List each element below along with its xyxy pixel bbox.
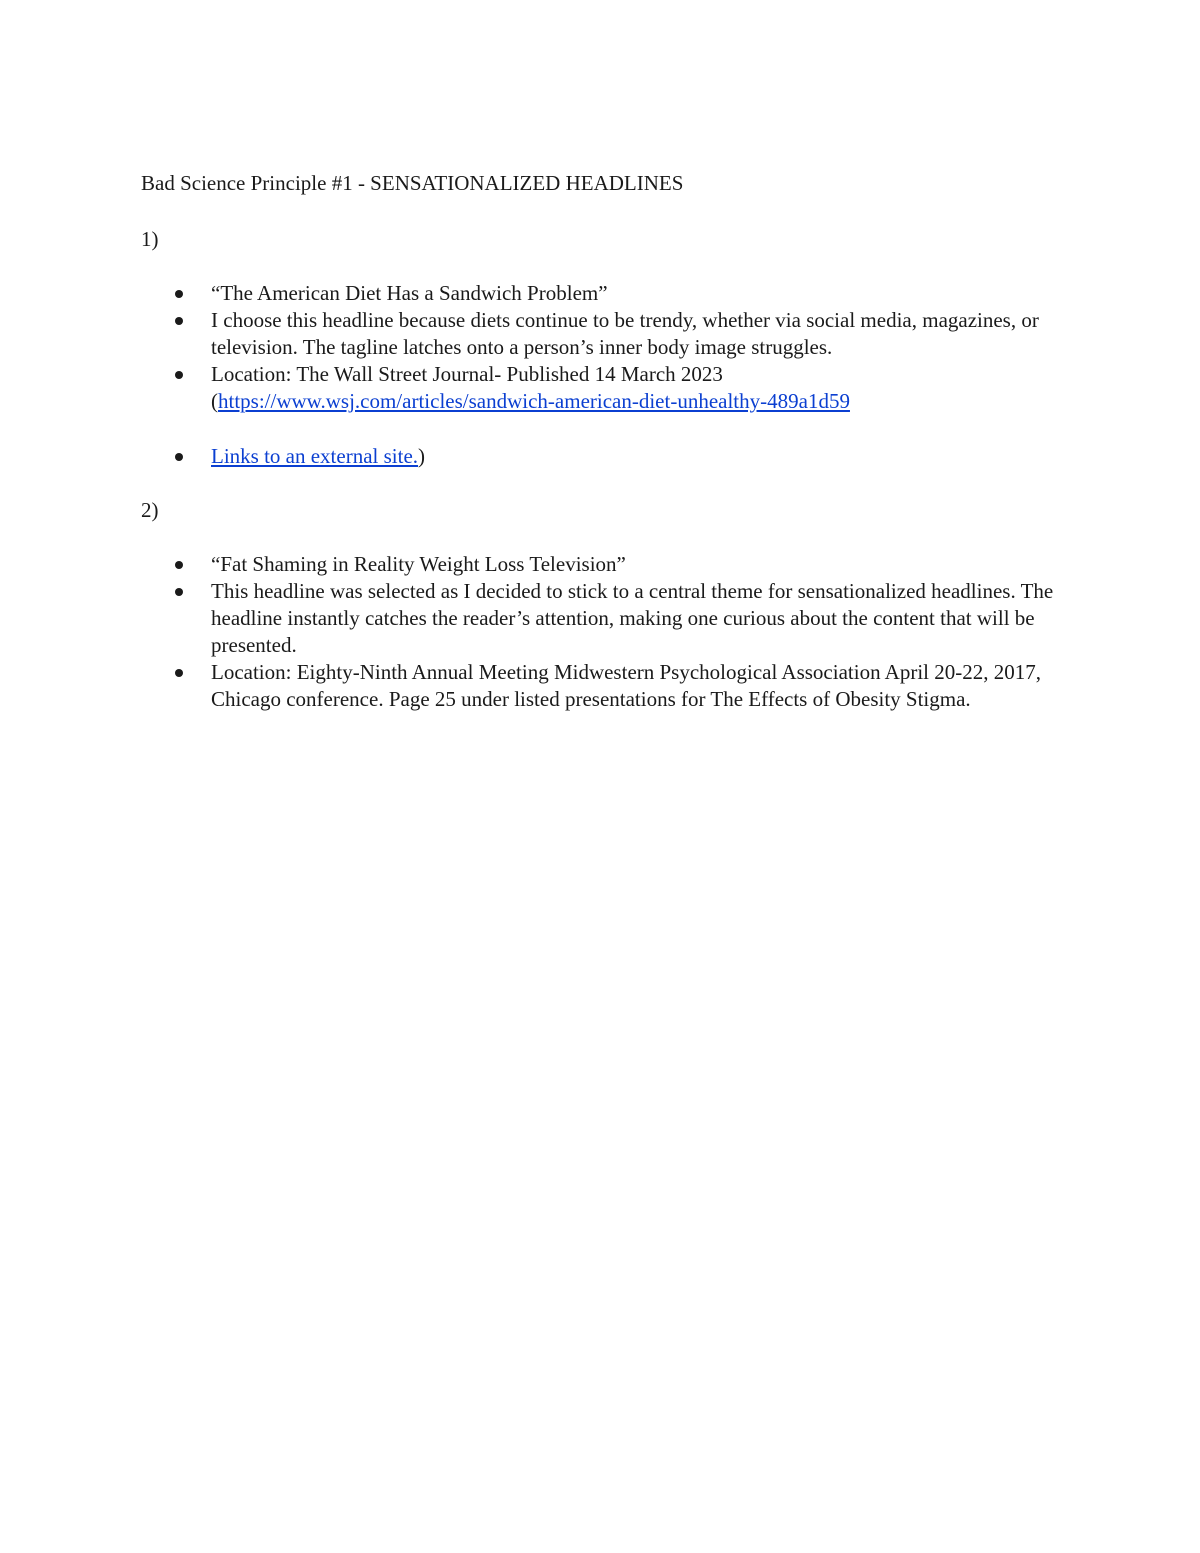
bullet-icon bbox=[175, 588, 183, 596]
bullet-icon bbox=[175, 561, 183, 569]
open-paren: ( bbox=[211, 389, 218, 413]
close-paren: ) bbox=[418, 444, 426, 468]
headline-text: “Fat Shaming in Reality Weight Loss Television” bbox=[211, 552, 626, 576]
section-1-list bbox=[0, 280, 1200, 415]
list-item bbox=[0, 443, 1071, 470]
list-item bbox=[0, 659, 1071, 713]
list-item bbox=[0, 361, 1071, 415]
reason-text: This headline was selected as I decided to stick to a central theme for sensationalized headlines. The headline instantly catches the reader’s attention, making one curious about the content that will be presented. bbox=[211, 579, 1054, 657]
document-title: Bad Science Principle #1 - SENSATIONALIZED HEADLINES bbox=[141, 171, 684, 195]
bullet-icon bbox=[175, 669, 183, 677]
headline-text: “The American Diet Has a Sandwich Problem” bbox=[211, 281, 608, 305]
reason-text: I choose this headline because diets continue to be trendy, whether via social media, magazines, or television. The tagline latches onto a person’s inner body image struggles. bbox=[211, 308, 1039, 359]
section-2-number: 2) bbox=[141, 498, 159, 522]
section-2-list bbox=[0, 551, 1200, 713]
bullet-icon bbox=[175, 371, 183, 379]
bullet-icon bbox=[175, 290, 183, 298]
location-text: Location: Eighty-Ninth Annual Meeting Midwestern Psychological Association April 20-22, 2017, Chicago conference. Page 25 under listed presentations for The Effects of Obesity Stigma. bbox=[211, 660, 1041, 711]
location-text: Location: The Wall Street Journal- Published 14 March 2023 bbox=[211, 362, 723, 386]
list-item bbox=[0, 551, 1071, 578]
external-site-link[interactable]: Links to an external site. bbox=[211, 444, 419, 468]
list-item bbox=[0, 280, 1071, 307]
section-1-number: 1) bbox=[141, 227, 159, 251]
bullet-icon bbox=[175, 317, 183, 325]
list-item bbox=[0, 578, 1071, 659]
bullet-icon bbox=[175, 453, 183, 461]
article-url-link[interactable]: https://www.wsj.com/articles/sandwich-american-diet-unhealthy-489a1d59 bbox=[218, 389, 850, 413]
list-item bbox=[0, 307, 1071, 361]
section-1-link-list bbox=[0, 443, 1200, 470]
